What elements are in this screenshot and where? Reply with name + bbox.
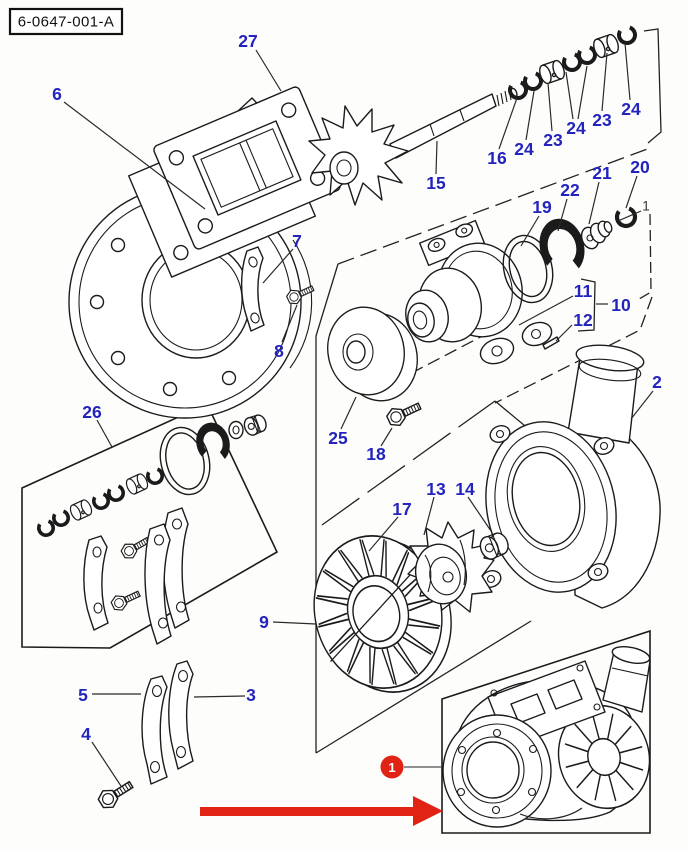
thrust-collar-drawing xyxy=(536,214,588,279)
callout-label: 23 xyxy=(543,130,563,150)
callout-label: 24 xyxy=(514,139,534,159)
callout-label: 11 xyxy=(573,281,593,301)
callout-label: 14 xyxy=(455,479,475,499)
callout-label: 8 xyxy=(274,341,284,361)
callout-label: 25 xyxy=(328,428,348,448)
callout-label: 15 xyxy=(426,173,446,193)
callout-label: 5 xyxy=(78,685,88,705)
callout-label: 1 xyxy=(642,198,650,214)
complete-turbo-drawing xyxy=(443,644,661,827)
callout-label: 16 xyxy=(487,148,507,168)
callout-label: 21 xyxy=(592,163,612,183)
callout-label: 4 xyxy=(81,724,91,744)
bolt-4-drawing xyxy=(96,776,137,811)
group-bracket-shaft xyxy=(644,29,661,143)
clamp-plates-drawing xyxy=(142,661,193,784)
repair-kit-contents-drawing xyxy=(37,413,269,644)
shaft-rings-drawing xyxy=(508,25,638,101)
bearing-housing-drawing xyxy=(401,220,555,368)
callout-label: 27 xyxy=(238,31,258,51)
callout-label: 19 xyxy=(532,197,552,217)
callout-label: 6 xyxy=(52,84,62,104)
red-annotations xyxy=(200,756,443,827)
pointer-arrow xyxy=(200,796,443,826)
callout-label: 22 xyxy=(560,180,580,200)
callout-label: 23 xyxy=(592,110,612,130)
callout-label: 9 xyxy=(259,612,269,632)
callout-label: 20 xyxy=(630,157,650,177)
callout-label: 7 xyxy=(292,231,302,251)
highlight-badge-number: 1 xyxy=(388,760,396,775)
callout-label: 24 xyxy=(621,99,641,119)
drawing-number-box xyxy=(10,9,122,34)
callout-label: 13 xyxy=(426,479,446,499)
callout-label: 18 xyxy=(366,444,386,464)
callout-label: 10 xyxy=(611,295,631,315)
callout-label: 26 xyxy=(82,402,102,422)
callout-label: 12 xyxy=(573,310,593,330)
callout-label: 24 xyxy=(566,118,586,138)
callout-label: 3 xyxy=(246,685,256,705)
callout-label: 17 xyxy=(392,499,412,519)
drawing-number: 6-0647-001-A xyxy=(17,13,115,31)
compressor-housing-drawing xyxy=(471,341,661,608)
group-bracket-core xyxy=(639,214,651,299)
bolt-18-drawing xyxy=(385,398,424,429)
callout-label: 2 xyxy=(652,372,662,392)
